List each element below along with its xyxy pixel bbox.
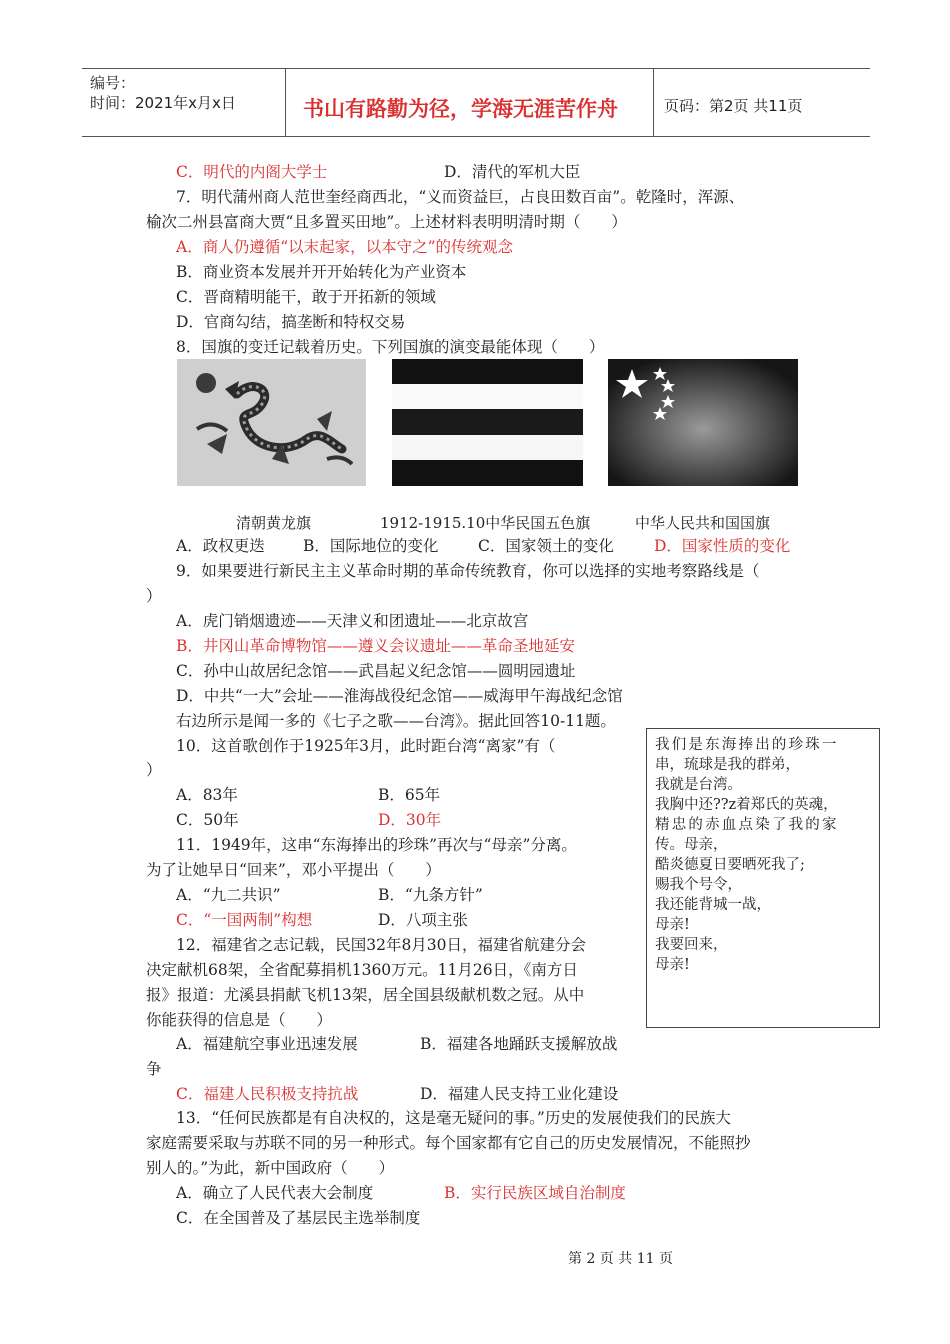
question-7-stem: 7．明代蒲州商人范世奎经商西北，“义而资益巨，占良田数百亩”。乾隆时，浑源、 [176, 188, 745, 206]
poem-line: 我胸中还??z着郑氏的英魂， [655, 797, 838, 813]
question-10-option-d: D．30年 [378, 811, 442, 829]
header-divider-left [285, 68, 286, 136]
question-12-stem-cont-1: 决定献机68架，全省配募捐机1360万元。11月26日，《南方日 [146, 961, 578, 979]
header-bottom-rule [82, 136, 870, 137]
five-star-flag-icon [608, 359, 798, 486]
question-7-option-a: A．商人仍遵循“以末起家，以本守之”的传统观念 [176, 238, 514, 256]
header-serial: 编号： [90, 74, 136, 92]
question-8-option-a: A．政权更迭 [176, 537, 265, 555]
question-11-option-a: A．“九二共识” [176, 886, 281, 904]
poem-line: 我就是台湾。 [655, 777, 742, 793]
poem-line: 母亲! [655, 957, 690, 973]
question-10-stem: 10．这首歌创作于1925年3月，此时距台湾“离家”有（ [176, 737, 556, 755]
question-13-stem: 13．“任何民族都是有自决权的，这是毫无疑问的事。”历史的发展使我们的民族大 [176, 1109, 731, 1127]
question-9-option-a: A．虎门销烟遗迹——天津义和团遗址——北京故宫 [176, 612, 529, 630]
question-13-stem-cont-2: 别人的。”为此，新中国政府（ ） [146, 1159, 395, 1177]
question-9-stem-cont: ） [146, 587, 162, 605]
header-motto: 书山有路勤为径，学海无涯苦作舟 [303, 97, 618, 121]
poem-line: 酷炎德夏日要晒死我了; [655, 857, 805, 873]
question-13-option-a: A．确立了人民代表大会制度 [176, 1184, 374, 1202]
question-12-option-c: C．福建人民积极支持抗战 [176, 1085, 359, 1103]
question-8-option-c: C．国家领土的变化 [478, 537, 614, 555]
question-8-option-b: B．国际地位的变化 [303, 537, 439, 555]
prc-national-flag-image [608, 359, 798, 486]
poem-line: 我要回来， [655, 937, 728, 953]
poem-line: 母亲! [655, 917, 690, 933]
question-7-option-c: C．晋商精明能干，敢于开拓新的领域 [176, 288, 436, 306]
poem-line: 我还能背城一战， [655, 897, 771, 913]
question-7-stem-cont: 榆次二州县富商大贾“且多置买田地”。上述材料表明明清时期（ ） [146, 213, 627, 231]
five-stripe-flag-icon [392, 359, 583, 486]
question-10-option-a: A．83年 [176, 786, 238, 804]
question-12-option-b: B．福建各地踊跃支援解放战 [420, 1035, 618, 1053]
question-9-stem: 9．如果要进行新民主主义革命时期的革命传统教育，你可以选择的实地考察路线是（ [176, 562, 760, 580]
question-11-option-d: D．八项主张 [378, 911, 468, 929]
qing-dragon-flag-image [177, 359, 366, 486]
flag-caption-roc: 1912-1915.10中华民国五色旗 [380, 514, 591, 532]
page-footer: 第 2 页 共 11 页 [568, 1251, 673, 1267]
question-11-option-c: C．“一国两制”构想 [176, 911, 313, 929]
question-8-stem: 8．国旗的变迁记载着历史。下列国旗的演变最能体现（ ） [176, 338, 605, 356]
five-color-flag-image [392, 359, 583, 486]
question-13-option-c: C．在全国普及了基层民主选举制度 [176, 1209, 421, 1227]
poem-line: 赐我个号令， [655, 877, 742, 893]
header-time: 时间：2021年x月x日 [90, 94, 236, 112]
header-page-number: 页码：第2页 共11页 [664, 97, 803, 115]
question-12-stem-cont-3: 你能获得的信息是（ ） [146, 1011, 333, 1029]
question-13-stem-cont-1: 家庭需要采取与苏联不同的另一种形式。每个国家都有它自己的历史发展情况，不能照抄 [146, 1134, 751, 1152]
question-7-option-b: B．商业资本发展并开开始转化为产业资本 [176, 263, 467, 281]
question-11-option-b: B．“九条方针” [378, 886, 483, 904]
question-10-stem-cont: ） [146, 761, 162, 779]
poem-intro: 右边所示是闻一多的《七子之歌——台湾》。据此回答10-11题。 [176, 712, 616, 730]
poem-line: 精忠的赤血点染了我的家 [655, 817, 839, 833]
dragon-icon [177, 359, 366, 486]
poem-line: 传。母亲， [655, 837, 728, 853]
poem-line: 我们是东海捧出的珍珠一 [655, 737, 839, 753]
question-8-option-d: D．国家性质的变化 [654, 537, 791, 555]
option-d: D．清代的军机大臣 [444, 163, 581, 181]
flag-caption-qing: 清朝黄龙旗 [236, 514, 312, 532]
question-9-option-b: B．井冈山革命博物馆——遵义会议遗址——革命圣地延安 [176, 637, 575, 655]
question-9-option-c: C．孙中山故居纪念馆——武昌起义纪念馆——圆明园遗址 [176, 662, 576, 680]
question-7-option-d: D．官商勾结，搞垄断和特权交易 [176, 313, 406, 331]
question-12-stem-cont-2: 报》报道：尤溪县捐献飞机13架，居全国县级献机数之冠。从中 [146, 986, 585, 1004]
question-11-stem: 11．1949年，这串“东海捧出的珍珠”再次与“母亲”分离。 [176, 836, 577, 854]
question-10-option-c: C．50年 [176, 811, 239, 829]
header-top-rule [82, 68, 870, 69]
option-c: C．明代的内阁大学士 [176, 163, 328, 181]
question-13-option-b: B．实行民族区域自治制度 [444, 1184, 626, 1202]
poem-line: 串，琉球是我的群弟， [655, 757, 800, 773]
question-12-stem: 12．福建省之志记载，民国32年8月30日，福建省航建分会 [176, 936, 587, 954]
question-12-option-d: D．福建人民支持工业化建设 [420, 1085, 619, 1103]
question-12-option-a: A．福建航空事业迅速发展 [176, 1035, 358, 1053]
question-10-option-b: B．65年 [378, 786, 441, 804]
question-9-option-d: D．中共“一大”会址——淮海战役纪念馆——威海甲午海战纪念馆 [176, 687, 623, 705]
question-12-option-b-cont: 争 [146, 1060, 162, 1078]
header-divider-right [653, 68, 654, 136]
question-11-stem-cont: 为了让她早日“回来”，邓小平提出（ ） [146, 861, 441, 879]
flag-caption-prc: 中华人民共和国国旗 [635, 514, 771, 532]
